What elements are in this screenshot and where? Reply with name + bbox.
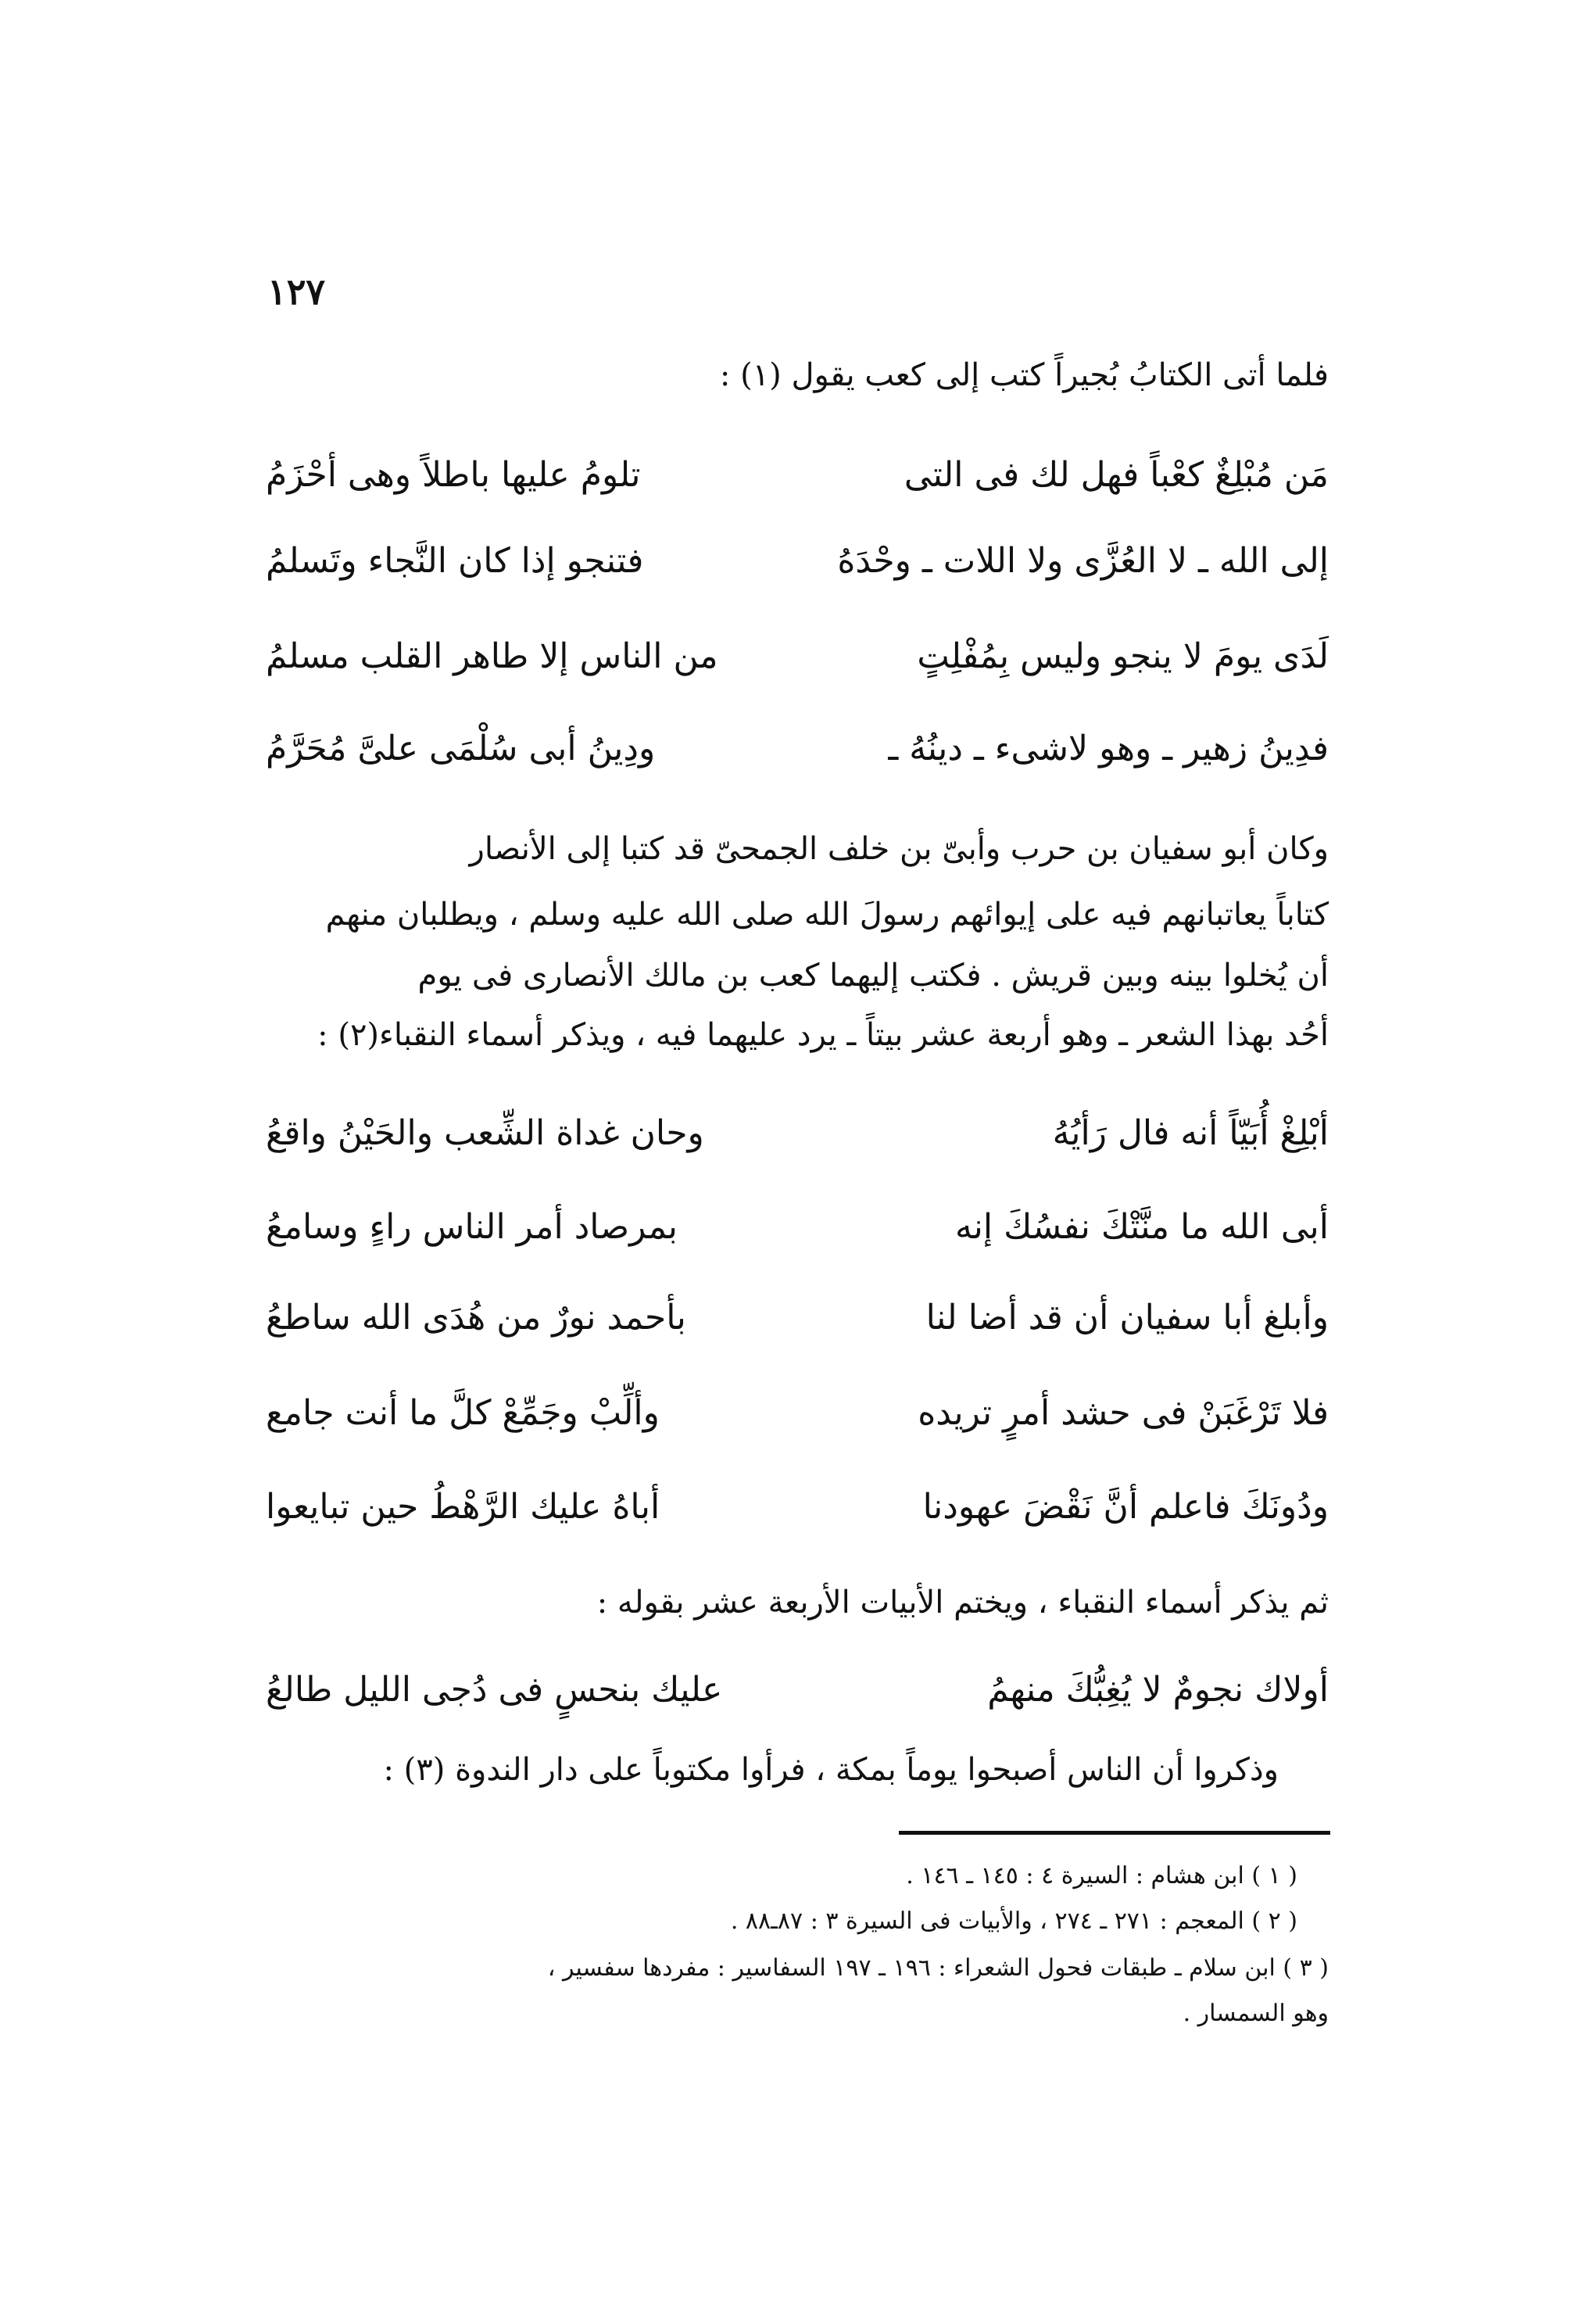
verse-first-hemistich: أولاك نجومٌ لا يُغِبُّكَ منهمُ	[987, 1670, 1329, 1710]
verse-first-hemistich: ودُونَكَ فاعلم أنَّ نَقْضَ عهودنا	[922, 1487, 1329, 1527]
verse-first-hemistich: فدِينُ زهير ـ وهو لاشىء ـ دينُهُ ـ	[888, 729, 1329, 768]
verse-second-text: وحان غداة الشِّعب والحَيْنُ واقعُ	[266, 1113, 704, 1153]
verse-second-hemistich	[266, 1287, 766, 1349]
paragraph-line: أحُد بهذا الشعر ـ وهو أربعة عشر بيتاً ـ يرد عليهما فيه ، ويذكر أسماء النقباء(٢) :	[317, 1017, 1329, 1053]
footnote: وهو السمسار .	[1183, 2000, 1329, 2027]
verse-first-hemistich: إلى الله ـ لا العُزَّى ولا اللات ـ وحْدَهُ	[837, 541, 1329, 581]
verse-second-text: بمرصاد أمر الناس راءٍ وسامعُ	[266, 1207, 678, 1247]
poem1-verse	[266, 718, 1329, 780]
verse-second-text: وألِّبْ وجَمِّعْ كلَّ ما أنت جامع	[266, 1393, 660, 1433]
poem1-verse	[266, 444, 1329, 507]
poem2-verse	[266, 1196, 1329, 1259]
poem3-verse	[266, 1659, 1329, 1721]
verse-second-hemistich	[266, 1382, 766, 1445]
verse-second-text: فتنجو إذا كان النَّجاء وتَسلمُ	[266, 541, 644, 581]
footnote: ( ١ ) ابن هشام : السيرة ٤ : ١٤٥ ـ ١٤٦ .	[906, 1862, 1297, 1889]
poem1-verse	[266, 625, 1329, 688]
paragraph-line: أن يُخلوا بينه وبين قريش . فكتب إليهما كعب بن مالك الأنصارى فى يوم	[417, 958, 1329, 994]
verse-first-hemistich: فلا تَرْغَبَنْ فى حشد أمرٍ تريده	[918, 1393, 1329, 1433]
verse-first-hemistich: أبْلِغْ أُبَيّاً أنه فال رَأيُهُ	[1052, 1113, 1329, 1153]
verse-second-hemistich	[266, 625, 766, 688]
verse-second-hemistich	[266, 1476, 766, 1538]
verse-second-hemistich	[266, 530, 766, 593]
poem2-verse	[266, 1287, 1329, 1349]
verse-second-hemistich	[266, 1102, 766, 1165]
verse-second-hemistich	[266, 718, 766, 780]
verse-second-hemistich	[266, 1659, 766, 1721]
footnote-divider	[899, 1831, 1330, 1835]
verse-first-hemistich: لَدَى يومَ لا ينجو وليس بِمُفْلِتٍ	[917, 636, 1329, 676]
closing-line: وذكروا أن الناس أصبحوا يوماً بمكة ، فرأوا مكتوباً على دار الندوة (٣) :	[383, 1752, 1279, 1788]
poem2-verse	[266, 1476, 1329, 1538]
verse-second-hemistich	[266, 1196, 766, 1259]
intro-line: فلما أتى الكتابُ بُجيراً كتب إلى كعب يقول (١) :	[719, 357, 1329, 393]
verse-second-text: تلومُ عليها باطلاً وهى أحْزَمُ	[266, 455, 641, 495]
verse-second-text: بأحمد نورٌ من هُدَى الله ساطعُ	[266, 1298, 686, 1338]
verse-second-hemistich	[266, 444, 766, 507]
paragraph-line: وكان أبو سفيان بن حرب وأبىّ بن خلف الجمحىّ قد كتبا إلى الأنصار	[469, 831, 1329, 867]
verse-first-hemistich: مَن مُبْلِغٌ كعْباً فهل لك فى التى	[904, 455, 1329, 495]
poem1-verse	[266, 530, 1329, 593]
verse-second-text: ودِينُ أبى سُلْمَى علىَّ مُحَرَّمُ	[266, 729, 656, 768]
verse-first-hemistich: وأبلغ أبا سفيان أن قد أضا لنا	[925, 1298, 1329, 1338]
verse-second-text: أباهُ عليك الرَّهْطُ حين تبايعوا	[266, 1487, 660, 1527]
footnote: ( ٢ ) المعجم : ٢٧١ ـ ٢٧٤ ، والأبيات فى السيرة ٣ : ٨٧ـ٨٨ .	[730, 1907, 1297, 1935]
verse-second-text: من الناس إلا طاهر القلب مسلمُ	[266, 636, 718, 676]
verse-second-text: عليك بنحسٍ فى دُجى الليل طالعُ	[266, 1670, 723, 1710]
paragraph-line: كتاباً يعاتبانهم فيه على إيوائهم رسولَ الله صلى الله عليه وسلم ، ويطلبان منهم	[325, 897, 1329, 933]
transition-line: ثم يذكر أسماء النقباء ، ويختم الأبيات الأربعة عشر بقوله :	[596, 1585, 1329, 1621]
footnote: ( ٣ ) ابن سلام ـ طبقات فحول الشعراء : ١٩٦ ـ ١٩٧ السفاسير : مفردها سفسير ،	[547, 1954, 1329, 1982]
verse-first-hemistich: أبى الله ما منَّتْكَ نفسُكَ إنه	[955, 1207, 1329, 1247]
poem2-verse	[266, 1382, 1329, 1445]
poem2-verse	[266, 1102, 1329, 1165]
page-number: ١٢٧	[267, 270, 326, 313]
